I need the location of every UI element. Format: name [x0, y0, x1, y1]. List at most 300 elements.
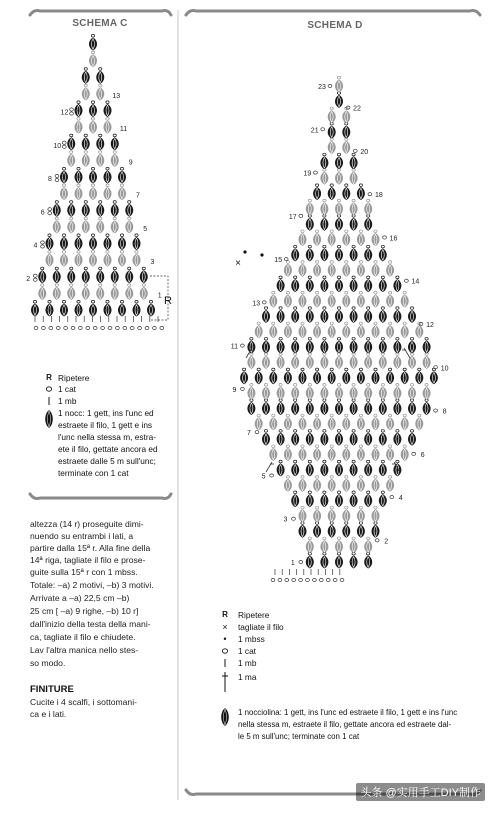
motif-body: [401, 417, 409, 430]
puff-stitch-grey: [386, 445, 394, 461]
puff-stitch-dark: [291, 307, 299, 323]
motif-chain: [425, 383, 428, 386]
motif-chain: [374, 476, 377, 479]
motif-body: [320, 279, 328, 292]
motif-body: [393, 463, 401, 476]
row-number: 7: [247, 430, 251, 438]
motif-body: [306, 356, 314, 369]
motif-chain: [286, 445, 289, 448]
puff-stitch-grey: [299, 414, 307, 430]
chain-stitch: [271, 578, 275, 581]
motif-chain: [294, 307, 297, 310]
motif-chain: [308, 430, 311, 433]
motif-chain: [352, 491, 355, 494]
motif-chain: [330, 445, 333, 448]
motif-body: [342, 187, 350, 200]
chain-stitch: [299, 578, 303, 581]
motif-body: [320, 463, 328, 476]
motif-body: [408, 433, 416, 446]
chain-stitch: [314, 171, 318, 174]
motif-chain: [286, 291, 289, 294]
row-number: 22: [353, 105, 361, 113]
motif-body: [277, 310, 285, 323]
motif-chain: [264, 307, 267, 310]
puff-stitch-dark: [379, 307, 387, 323]
motif-chain: [337, 537, 340, 540]
motif-body: [379, 494, 387, 507]
motif-body: [364, 279, 372, 292]
motif-body: [262, 356, 270, 369]
puff-stitch-dark: [364, 399, 372, 415]
motif-body: [328, 448, 336, 461]
motif-body: [350, 248, 358, 261]
puff-stitch-grey: [408, 353, 416, 369]
motif-body: [364, 310, 372, 323]
puff-stitch-grey: [364, 383, 372, 399]
motif-chain: [403, 445, 406, 448]
motif-body: [284, 417, 292, 430]
cut-yarn-mark: ×: [235, 258, 241, 269]
puff-stitch-dark: [335, 430, 343, 446]
puff-stitch-grey: [364, 537, 372, 553]
motif-body: [342, 325, 350, 338]
row-number: 9: [232, 386, 237, 394]
puff-stitch-dark: [335, 245, 343, 261]
motif-chain: [257, 368, 260, 371]
motif-chain: [279, 430, 282, 433]
puff-stitch-dark: [320, 215, 328, 231]
motif-chain: [345, 230, 348, 233]
puff-stitch-grey: [401, 322, 409, 338]
puff-stitch-grey: [328, 261, 336, 277]
motif-body: [350, 218, 358, 231]
puff-stitch-dark: [306, 215, 314, 231]
puff-stitch-grey: [386, 476, 394, 492]
motif-body: [335, 463, 343, 476]
motif-body: [364, 341, 372, 354]
puff-stitch-dark: [269, 368, 277, 384]
motif-body: [393, 356, 401, 369]
motif-body: [262, 341, 270, 354]
motif-body: [335, 248, 343, 261]
row-number: 10: [53, 142, 62, 150]
motif-chain: [381, 430, 384, 433]
puff-stitch-grey: [313, 445, 321, 461]
puff-stitch-grey: [328, 138, 336, 154]
puff-stitch-grey: [350, 169, 358, 185]
motif-body: [372, 525, 380, 538]
puff-stitch-dark: [291, 460, 299, 476]
puff-stitch-grey: [328, 322, 336, 338]
motif-body: [328, 417, 336, 430]
motif-body: [335, 433, 343, 446]
motif-chain: [337, 153, 340, 156]
motif-chain: [337, 307, 340, 310]
puff-stitch-grey: [357, 230, 365, 246]
puff-stitch-grey: [328, 291, 336, 307]
puff-stitch-dark: [320, 430, 328, 446]
row-number: 8: [48, 176, 52, 183]
legend-d-repeat-text: Ripetere: [238, 610, 270, 620]
motif-body: [364, 218, 372, 231]
row-number: 3: [283, 516, 288, 524]
motif-body: [277, 356, 285, 369]
motif-body: [350, 356, 358, 369]
motif-body: [350, 172, 358, 185]
puff-stitch-dark: [379, 430, 387, 446]
motif-chain: [345, 261, 348, 264]
motif-body: [386, 371, 394, 384]
motif-chain: [294, 460, 297, 463]
motif-body: [299, 525, 307, 538]
motif-chain: [316, 184, 319, 187]
motif-chain: [330, 506, 333, 509]
motif-chain: [279, 460, 282, 463]
puff-stitch-grey: [328, 107, 336, 123]
puff-stitch-icon: [218, 706, 232, 728]
puff-stitch-dark: [415, 368, 423, 384]
motif-chain: [345, 476, 348, 479]
puff-stitch-grey: [320, 537, 328, 553]
puff-stitch-dark: [364, 245, 372, 261]
motif-body: [284, 448, 292, 461]
motif-chain: [294, 491, 297, 494]
puff-stitch-dark: [313, 368, 321, 384]
puff-stitch-grey: [401, 445, 409, 461]
motif-body: [306, 248, 314, 261]
puff-stitch-dark: [313, 522, 321, 538]
motif-chain: [323, 245, 326, 248]
motif-body: [247, 387, 255, 400]
motif-body: [364, 387, 372, 400]
legend-c-sc-text: 1 mb: [58, 396, 77, 406]
motif-body: [284, 294, 292, 307]
motif-body: [342, 126, 350, 139]
puff-stitch-dark: [408, 399, 416, 415]
puff-stitch-dark: [342, 522, 350, 538]
puff-stitch-dark: [379, 337, 387, 353]
repeat-marker: R: [164, 295, 172, 307]
motif-body: [328, 509, 336, 522]
motif-chain: [389, 261, 392, 264]
motif-body: [372, 294, 380, 307]
motif-body: [277, 387, 285, 400]
motif-body: [277, 402, 285, 415]
motif-body: [335, 356, 343, 369]
motif-body: [350, 494, 358, 507]
motif-body: [313, 187, 321, 200]
finiture-heading: FINITURE: [30, 684, 74, 695]
chain-stitch: [405, 279, 409, 282]
motif-body: [306, 494, 314, 507]
row-number: 14: [411, 278, 420, 286]
motif-body: [320, 218, 328, 231]
motif-chain: [330, 368, 333, 371]
motif-body: [299, 264, 307, 277]
motif-chain: [308, 537, 311, 540]
watermark: 头条 @实用手工DIY制作: [356, 783, 485, 801]
chain-stitch: [326, 578, 330, 581]
puff-stitch-dark: [364, 552, 372, 568]
motif-chain: [330, 230, 333, 233]
puff-stitch-grey: [299, 291, 307, 307]
puff-stitch-grey: [291, 353, 299, 369]
puff-stitch-dark: [357, 368, 365, 384]
motif-body: [313, 479, 321, 492]
motif-chain: [279, 307, 282, 310]
chain-icon: [220, 646, 230, 656]
legend-d-repeat-symbol: R: [222, 610, 228, 619]
motif-chain: [330, 261, 333, 264]
motif-body: [364, 248, 372, 261]
motif-chain: [323, 337, 326, 340]
puff-stitch-dark: [255, 368, 263, 384]
motif-chain: [337, 430, 340, 433]
motif-chain: [279, 383, 282, 386]
single-crochet-icon: [220, 658, 230, 668]
puff-stitch-dark: [335, 399, 343, 415]
motif-body: [299, 233, 307, 246]
puff-stitch-grey: [342, 414, 350, 430]
motif-body: [291, 279, 299, 292]
motif-body: [342, 294, 350, 307]
puff-stitch-grey: [350, 383, 358, 399]
motif-body: [328, 325, 336, 338]
puff-stitch-dark: [291, 491, 299, 507]
legend-c-chain-text: 1 cat: [58, 384, 76, 394]
chain-stitch: [321, 128, 325, 131]
puff-stitch-dark: [247, 399, 255, 415]
puff-stitch-grey: [313, 414, 321, 430]
motif-body: [335, 494, 343, 507]
puff-stitch-dark: [306, 245, 314, 261]
motif-chain: [323, 460, 326, 463]
motif-body: [262, 402, 270, 415]
motif-chain: [301, 414, 304, 417]
puff-stitch-grey: [269, 445, 277, 461]
motif-chain: [381, 307, 384, 310]
motif-chain: [330, 107, 333, 110]
puff-stitch-grey: [320, 353, 328, 369]
motif-body: [291, 402, 299, 415]
puff-stitch-dark: [364, 276, 372, 292]
motif-chain: [389, 322, 392, 325]
motif-body: [277, 463, 285, 476]
motif-chain: [359, 368, 362, 371]
motif-chain: [345, 291, 348, 294]
motif-body: [372, 417, 380, 430]
motif-chain: [301, 261, 304, 264]
puff-stitch-grey: [408, 383, 416, 399]
motif-chain: [374, 230, 377, 233]
motif-chain: [389, 368, 392, 371]
motif-chain: [352, 245, 355, 248]
single-crochet-icon: [44, 396, 54, 406]
motif-chain: [316, 368, 319, 371]
puff-stitch-grey: [247, 353, 255, 369]
puff-stitch-grey: [415, 414, 423, 430]
motif-body: [357, 325, 365, 338]
puff-stitch-grey: [357, 506, 365, 522]
motif-chain: [396, 460, 399, 463]
motif-body: [350, 156, 358, 169]
puff-stitch-grey: [328, 414, 336, 430]
motif-body: [357, 371, 365, 384]
puff-stitch-grey: [342, 291, 350, 307]
puff-stitch-grey: [386, 414, 394, 430]
motif-body: [313, 325, 321, 338]
motif-body: [291, 341, 299, 354]
legend-d-cut-text: tagliate il filo: [238, 622, 284, 632]
puff-stitch-dark: [364, 215, 372, 231]
puff-stitch-grey: [372, 506, 380, 522]
puff-stitch-dark: [306, 460, 314, 476]
motif-body: [247, 402, 255, 415]
motif-chain: [359, 261, 362, 264]
puff-stitch-dark: [372, 522, 380, 538]
puff-stitch-grey: [299, 506, 307, 522]
motif-body: [299, 325, 307, 338]
motif-chain: [374, 506, 377, 509]
motif-chain: [367, 337, 370, 340]
puff-stitch-grey: [269, 414, 277, 430]
motif-body: [350, 463, 358, 476]
motif-chain: [403, 291, 406, 294]
motif-chain: [418, 414, 421, 417]
motif-chain: [345, 414, 348, 417]
motif-chain: [316, 506, 319, 509]
motif-body: [313, 509, 321, 522]
puff-stitch-grey: [342, 506, 350, 522]
puff-stitch-grey: [335, 537, 343, 553]
motif-body: [335, 387, 343, 400]
puff-stitch-grey: [255, 414, 263, 430]
motif-chain: [367, 276, 370, 279]
motif-chain: [316, 322, 319, 325]
puff-stitch-dark: [342, 184, 350, 200]
motif-body: [335, 341, 343, 354]
motif-chain: [367, 307, 370, 310]
puff-stitch-grey: [269, 291, 277, 307]
motif-body: [342, 417, 350, 430]
motif-body: [372, 448, 380, 461]
puff-stitch-grey: [386, 322, 394, 338]
puff-stitch-grey: [306, 537, 314, 553]
motif-body: [379, 310, 387, 323]
motif-body: [269, 325, 277, 338]
motif-chain: [352, 153, 355, 156]
puff-stitch-grey: [342, 445, 350, 461]
puff-stitch-dark: [393, 430, 401, 446]
motif-chain: [316, 445, 319, 448]
motif-body: [299, 294, 307, 307]
puff-stitch-grey: [350, 353, 358, 369]
motif-chain: [367, 383, 370, 386]
puff-stitch-grey: [320, 199, 328, 215]
puff-stitch-grey: [277, 353, 285, 369]
motif-chain: [308, 337, 311, 340]
puff-stitch-grey: [364, 353, 372, 369]
chain-icon: [44, 384, 54, 394]
legend-c-repeat-text: Ripetere: [58, 373, 90, 383]
puff-stitch-grey: [386, 291, 394, 307]
motif-chain: [410, 307, 413, 310]
motif-chain: [301, 291, 304, 294]
motif-body: [408, 356, 416, 369]
puff-stitch-grey: [328, 506, 336, 522]
row-number: 21: [310, 127, 319, 135]
motif-chain: [308, 276, 311, 279]
motif-body: [364, 494, 372, 507]
motif-chain: [337, 276, 340, 279]
puff-stitch-grey: [357, 445, 365, 461]
puff-stitch-grey: [320, 383, 328, 399]
motif-body: [357, 479, 365, 492]
motif-body: [320, 556, 328, 569]
motif-body: [379, 341, 387, 354]
motif-body: [306, 279, 314, 292]
legend-d-hdc-text: 1 ma: [238, 672, 257, 682]
row-number: 17: [288, 213, 297, 221]
motif-body: [386, 325, 394, 338]
motif-chain: [301, 368, 304, 371]
motif-chain: [272, 368, 275, 371]
motif-chain: [352, 337, 355, 340]
motif-body: [335, 95, 343, 108]
motif-body: [423, 387, 431, 400]
chain-stitch: [241, 344, 245, 347]
motif-body: [284, 479, 292, 492]
puff-stitch-grey: [342, 138, 350, 154]
motif-body: [269, 371, 277, 384]
motif-body: [408, 310, 416, 323]
puff-stitch-grey: [306, 199, 314, 215]
puff-stitch-grey: [342, 230, 350, 246]
chain-stitch: [255, 431, 259, 434]
puff-stitch-grey: [364, 199, 372, 215]
puff-stitch-dark: [306, 276, 314, 292]
motif-chain: [279, 337, 282, 340]
puff-stitch-grey: [328, 445, 336, 461]
puff-stitch-dark: [350, 276, 358, 292]
puff-stitch-dark: [277, 337, 285, 353]
motif-chain: [359, 322, 362, 325]
motif-body: [335, 218, 343, 231]
chain-stitch: [375, 539, 379, 542]
puff-stitch-grey: [284, 291, 292, 307]
motif-body: [372, 479, 380, 492]
puff-stitch-dark: [357, 184, 365, 200]
puff-stitch-dark: [379, 245, 387, 261]
motif-body: [247, 356, 255, 369]
motif-chain: [264, 430, 267, 433]
chain-stitch: [292, 517, 296, 520]
puff-stitch-grey: [269, 322, 277, 338]
puff-stitch-dark: [320, 307, 328, 323]
motif-chain: [308, 491, 311, 494]
row-number: 6: [420, 451, 425, 459]
motif-body: [291, 387, 299, 400]
puff-stitch-dark: [401, 368, 409, 384]
motif-body: [408, 402, 416, 415]
puff-stitch-grey: [357, 291, 365, 307]
chain-stitch: [328, 84, 332, 87]
motif-body: [401, 448, 409, 461]
puff-stitch-dark: [430, 368, 438, 384]
row-number: 11: [119, 126, 128, 134]
puff-stitch-grey: [335, 76, 343, 92]
motif-body: [393, 310, 401, 323]
